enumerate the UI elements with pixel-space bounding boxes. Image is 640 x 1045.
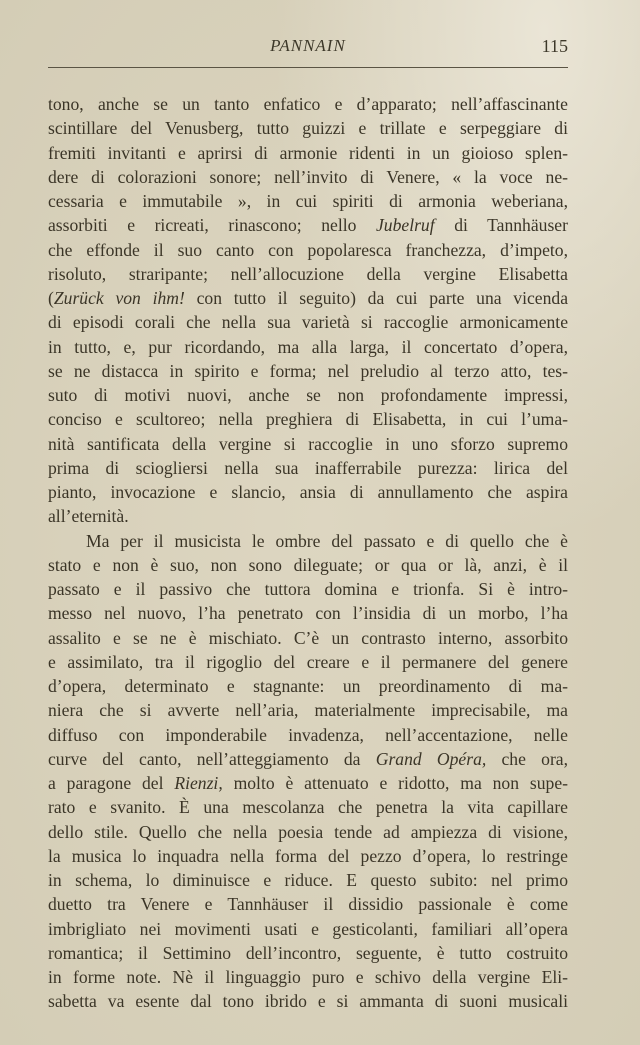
text-line: Ma per il musicista le ombre del passato e di quello che è [86,530,568,551]
text-line: se ne distacca in spirito e forma; nel preludio al terzo atto, tes- [48,360,568,381]
text-line: conciso e scultoreo; nella preghiera di Elisabetta, in cui l’uma- [48,409,568,430]
text-line: diffuso con imponderabile invadenza, nell’accentazione, nelle [48,724,568,745]
text-line: tono, anche se un tanto enfatico e d’apparato; nell’affascinante [48,94,568,114]
text-line: pianto, invocazione e slancio, ansia di annullamento che aspira [48,482,568,502]
text-line: la musica lo inquadra nella forma del pezzo d’opera, lo restringe [48,845,568,866]
italic-title-rienzi: Rienzi, [174,773,223,793]
text-line [48,213,568,237]
text-line: fremiti invitanti e aprirsi di armonie ridenti in un gioioso splen- [48,142,568,163]
text-line: dere di colorazioni sonore; nell’invito di Venere, « la voce ne- [48,166,568,187]
text-line: imbrigliato nei movimenti usati e gesticolanti, familiari all’opera [48,918,568,939]
text-line: d’opera, determinato e stagnante: un preordinamento di ma- [48,676,568,696]
text-segment: con tutto il seguito) da cui parte una vicenda [184,288,568,308]
text-segment: a paragone del [48,773,175,793]
text-line: in tutto, e, pur ricordando, ma alla larga, il concertato d’opera, [48,336,568,357]
text-segment: ( [48,288,54,308]
text-segment: assorbiti e ricreati, rinascono; nello [48,215,376,236]
text-line: dello stile. Quello che nella poesia tende ad ampiezza di visione, [48,821,568,842]
text-segment: curve del canto, nell’atteggiamento da [48,748,376,769]
text-line [48,747,568,771]
text-line: nità santificata della vergine si raccoglie in uno sforzo supremo [48,433,568,454]
text-line: e assimilato, tra il rigoglio del creare e il permanere del genere [48,651,568,672]
text-line: romantica; il Settimino dell’incontro, seguente, è tutto costruito [48,942,568,963]
text-line: stato e non è suo, non sono dileguate; or qua or là, anzi, è il [48,554,568,575]
running-title: PANNAIN [270,36,346,55]
text-line: che effonde il suo canto con popolaresca franchezza, d’impeto, [48,239,568,260]
text-segment: che ora, [486,748,569,769]
header-rule [48,67,568,68]
text-line: sabetta va esente dal tono ibrido e si ammanta di suoni musicali [48,991,568,1012]
text-line: duetto tra Venere e Tannhäuser il dissidio passionale è come [48,894,568,915]
text-line: in schema, lo diminuisce e riduce. E questo subito: nel primo [48,870,568,890]
text-line [48,771,568,795]
text-line: in forme note. Nè il linguaggio puro e schivo della vergine Eli- [48,967,568,987]
text-line: all’eternità. [48,506,129,527]
text-line: messo nel nuovo, l’ha penetrato con l’insidia di un morbo, l’ha [48,603,568,624]
text-line [48,286,568,310]
italic-term-grand-opera: Grand Opéra, [375,748,487,769]
text-line: di episodi corali che nella sua varietà si raccoglie armonicamente [48,312,568,333]
text-line: niera che si avverte nell’aria, materialmente imprecisabile, ma [48,700,568,721]
text-line: suto di motivi nuovi, anche se non profondamente impressi, [48,385,568,405]
text-line: risoluto, straripante; nell’allocuzione della vergine Elisabetta [48,263,568,284]
italic-title-jubelruf: Jubelruf [375,215,435,236]
text-line: scintillare del Venusberg, tutto guizzi e trillate e serpeggiare di [48,118,568,139]
body-text [48,92,568,1014]
text-line: cessaria e immutabile », in cui spiriti di armonia weberiana, [48,191,568,211]
text-line: passato e il passivo che tuttora domina e trionfa. Si è intro- [48,579,568,599]
text-line: assalito e se ne è mischiato. C’è un contrasto interno, assorbito [48,627,568,648]
text-line: rato e svanito. È una mescolanza che penetra la vita capillare [48,797,568,818]
paragraph-1 [48,92,568,529]
text-segment: molto è attenuato e ridotto, ma non supe- [222,773,568,793]
running-head [48,34,568,62]
text-line: prima di sciogliersi nella sua inafferrabile purezza: lirica del [48,457,568,478]
text-segment: di Tannhäuser [434,215,568,236]
italic-quote-zuruck: Zurück von ihm! [53,288,185,308]
paragraph-2 [48,529,568,1014]
page-number: 115 [541,36,568,56]
